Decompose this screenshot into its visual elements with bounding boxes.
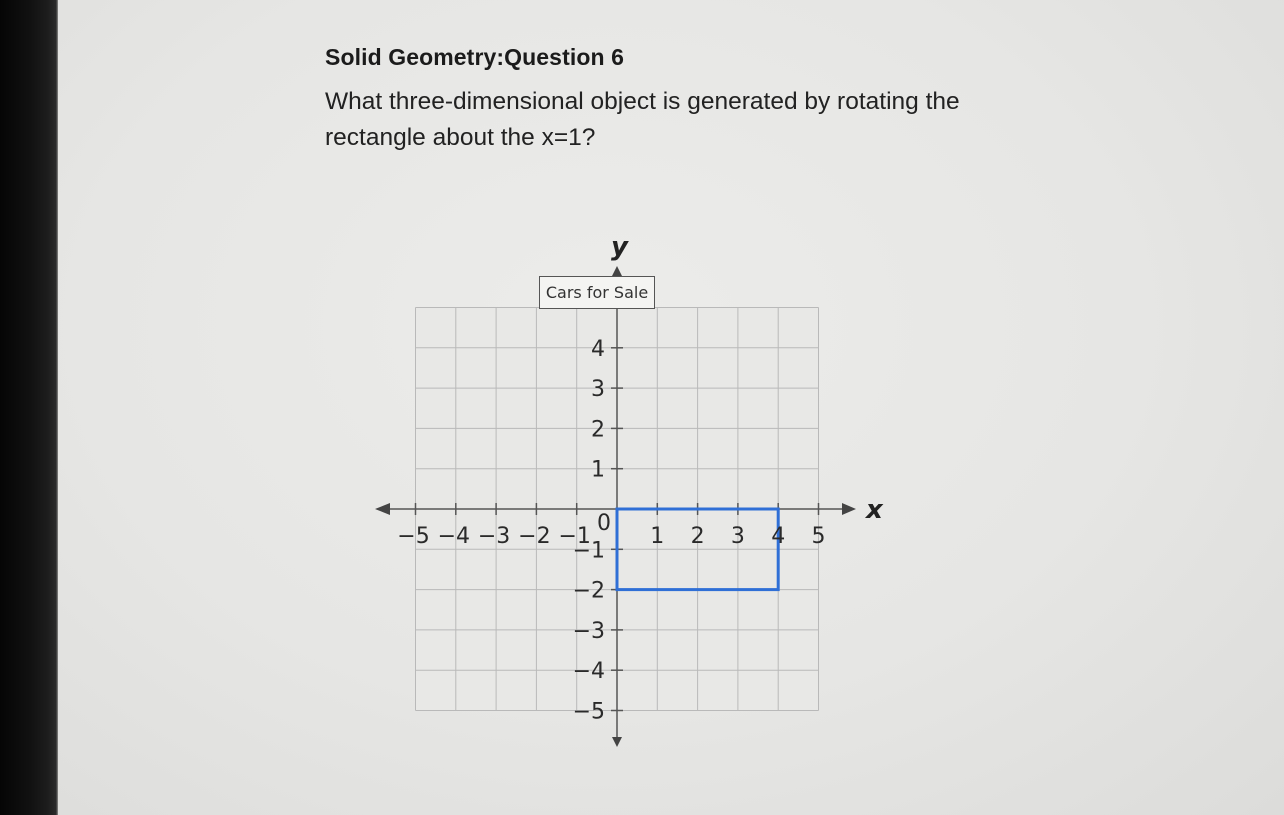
x-tick-label: −5	[397, 524, 430, 549]
y-axis-label: y	[611, 232, 628, 262]
y-axis-down-arrow	[612, 737, 622, 747]
question-text: What three-dimensional object is generated by rotating the rectangle about the x=1?	[325, 88, 960, 151]
y-tick-label: −1	[572, 538, 605, 564]
y-tick-label: 2	[591, 417, 605, 443]
origin-label: 0	[597, 511, 611, 536]
x-tick-label: −1	[558, 524, 591, 549]
question-title: Solid Geometry:Question 6	[325, 44, 624, 70]
x-axis-label: x	[866, 495, 883, 525]
x-tick-label: −4	[437, 524, 471, 549]
x-axis-left-arrow	[375, 503, 390, 515]
y-tick-label: −2	[572, 578, 605, 604]
x-tick-label: 1	[650, 524, 665, 549]
y-axis-up-arrow	[612, 266, 622, 276]
y-tick-label: −3	[572, 618, 605, 644]
x-tick-label: 4	[771, 524, 786, 549]
x-tick-label: 2	[690, 524, 705, 549]
y-tick-label: 4	[591, 336, 605, 362]
tooltip-cars-for-sale: Cars for Sale	[539, 276, 655, 309]
y-tick-label: −4	[572, 659, 605, 685]
y-tick-label: 1	[591, 457, 605, 483]
y-tick-label: −5	[572, 699, 605, 725]
y-tick-label: 3	[591, 377, 605, 403]
x-tick-label: 3	[730, 524, 745, 549]
x-tick-label: 5	[811, 524, 826, 549]
x-tick-label: −2	[518, 524, 551, 549]
x-tick-label: −3	[477, 524, 511, 549]
x-axis-right-arrow	[842, 503, 856, 515]
